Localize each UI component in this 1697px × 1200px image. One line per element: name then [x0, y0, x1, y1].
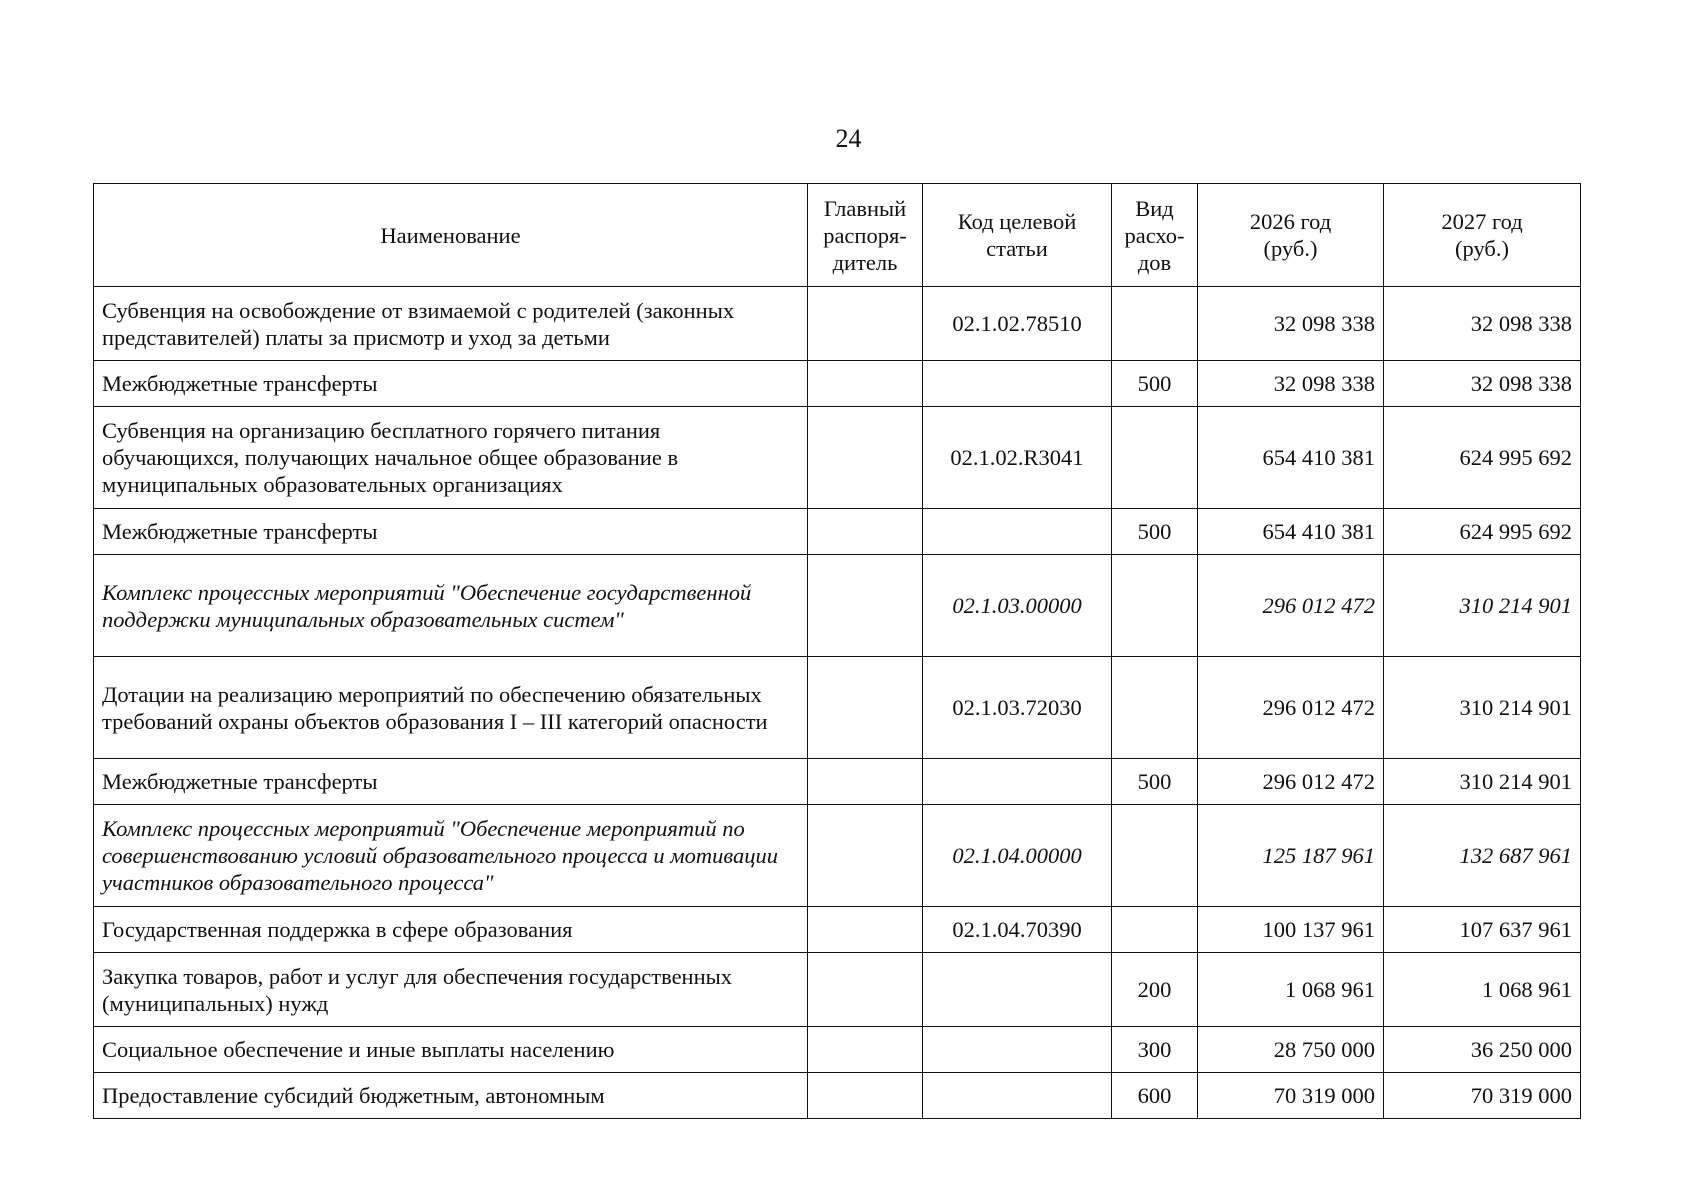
row-amount-2027: 132 687 961 [1384, 805, 1581, 907]
row-manager [808, 1073, 923, 1119]
row-amount-2026: 70 319 000 [1198, 1073, 1384, 1119]
header-year-2027-line-2: (руб.) [1455, 236, 1509, 261]
row-manager [808, 509, 923, 555]
row-amount-2026: 32 098 338 [1198, 287, 1384, 361]
row-name: Закупка товаров, работ и услуг для обеспечения государственных (муниципальных) нужд [94, 953, 808, 1027]
header-year-2027 [1384, 184, 1581, 287]
table-row [94, 509, 1581, 555]
row-code: 02.1.03.72030 [923, 657, 1112, 759]
header-manager-line-3: дитель [832, 249, 898, 275]
row-expense-type [1112, 657, 1198, 759]
row-amount-2026: 100 137 961 [1198, 907, 1384, 953]
row-expense-type [1112, 805, 1198, 907]
row-code [923, 361, 1112, 407]
table-row [94, 555, 1581, 657]
header-year-2026-line-2: (руб.) [1263, 236, 1318, 261]
row-manager [808, 407, 923, 509]
row-manager [808, 657, 923, 759]
row-expense-type: 600 [1112, 1073, 1198, 1119]
table-row [94, 361, 1581, 407]
row-name: Государственная поддержка в сфере образования [94, 907, 808, 953]
row-amount-2027: 32 098 338 [1384, 361, 1581, 407]
header-manager-line-1: Главный [823, 195, 907, 221]
row-code: 02.1.03.00000 [923, 555, 1112, 657]
row-code [923, 759, 1112, 805]
header-expense-type-line-1: Вид [1135, 195, 1174, 221]
row-expense-type: 500 [1112, 509, 1198, 555]
row-expense-type [1112, 407, 1198, 509]
row-amount-2026: 125 187 961 [1198, 805, 1384, 907]
row-amount-2027: 107 637 961 [1384, 907, 1581, 953]
row-name: Дотации на реализацию мероприятий по обеспечению обязательных требований охраны объектов образования I – III категорий опасности [94, 657, 808, 759]
row-code [923, 1073, 1112, 1119]
row-expense-type: 500 [1112, 759, 1198, 805]
table-header-row [94, 184, 1581, 287]
row-amount-2027: 624 995 692 [1384, 407, 1581, 509]
row-amount-2026: 32 098 338 [1198, 361, 1384, 407]
row-name: Комплекс процессных мероприятий "Обеспечение государственной поддержки муниципальных образовательных систем" [94, 555, 808, 657]
row-code: 02.1.04.00000 [923, 805, 1112, 907]
table-row [94, 1027, 1581, 1073]
row-manager [808, 555, 923, 657]
header-name [94, 184, 808, 287]
row-name: Социальное обеспечение и иные выплаты населению [94, 1027, 808, 1073]
table-row [94, 657, 1581, 759]
header-year-2026 [1198, 184, 1384, 287]
row-amount-2026: 28 750 000 [1198, 1027, 1384, 1073]
table-row [94, 907, 1581, 953]
row-name: Предоставление субсидий бюджетным, автономным [94, 1073, 808, 1119]
row-code [923, 953, 1112, 1027]
table-row [94, 759, 1581, 805]
row-manager [808, 907, 923, 953]
row-manager [808, 1027, 923, 1073]
row-name: Субвенция на организацию бесплатного горячего питания обучающихся, получающих начальное общее образование в муниципальных образовательных организациях [94, 407, 808, 509]
row-amount-2026: 654 410 381 [1198, 407, 1384, 509]
row-manager [808, 759, 923, 805]
table-row [94, 287, 1581, 361]
row-amount-2027: 310 214 901 [1384, 555, 1581, 657]
row-expense-type [1112, 907, 1198, 953]
row-amount-2027: 70 319 000 [1384, 1073, 1581, 1119]
row-amount-2026: 296 012 472 [1198, 759, 1384, 805]
header-name-text: Наименование [380, 222, 521, 248]
table-row [94, 1073, 1581, 1119]
row-code: 02.1.02.R3041 [923, 407, 1112, 509]
row-code [923, 1027, 1112, 1073]
row-code: 02.1.02.78510 [923, 287, 1112, 361]
header-code-line-1: Код целевой [957, 209, 1077, 234]
row-expense-type: 200 [1112, 953, 1198, 1027]
row-name: Комплекс процессных мероприятий "Обеспечение мероприятий по совершенствованию условий образовательного процесса и мотивации участников образовательного процесса" [94, 805, 808, 907]
row-expense-type: 300 [1112, 1027, 1198, 1073]
header-expense-type-line-2: расхо- [1124, 222, 1185, 248]
row-manager [808, 287, 923, 361]
page-number: 24 [835, 124, 862, 153]
row-amount-2027: 310 214 901 [1384, 657, 1581, 759]
header-expense-type-line-3: дов [1137, 249, 1172, 275]
row-amount-2027: 310 214 901 [1384, 759, 1581, 805]
row-code: 02.1.04.70390 [923, 907, 1112, 953]
row-amount-2027: 624 995 692 [1384, 509, 1581, 555]
row-name: Межбюджетные трансферты [94, 759, 808, 805]
row-amount-2026: 296 012 472 [1198, 555, 1384, 657]
row-amount-2027: 1 068 961 [1384, 953, 1581, 1027]
row-amount-2027: 32 098 338 [1384, 287, 1581, 361]
row-amount-2026: 654 410 381 [1198, 509, 1384, 555]
header-manager [808, 184, 923, 287]
row-name: Межбюджетные трансферты [94, 509, 808, 555]
row-expense-type: 500 [1112, 361, 1198, 407]
row-manager [808, 361, 923, 407]
table-row [94, 407, 1581, 509]
header-manager-line-2: распоря- [823, 222, 907, 248]
row-amount-2026: 296 012 472 [1198, 657, 1384, 759]
row-manager [808, 805, 923, 907]
row-amount-2026: 1 068 961 [1198, 953, 1384, 1027]
row-name: Субвенция на освобождение от взимаемой с родителей (законных представителей) платы за присмотр и уход за детьми [94, 287, 808, 361]
row-name: Межбюджетные трансферты [94, 361, 808, 407]
row-expense-type [1112, 287, 1198, 361]
budget-table [93, 183, 1581, 1119]
row-code [923, 509, 1112, 555]
row-manager [808, 953, 923, 1027]
header-code [923, 184, 1112, 287]
header-code-line-2: статьи [986, 236, 1048, 261]
header-year-2027-line-1: 2027 год [1441, 209, 1523, 234]
header-expense-type [1112, 184, 1198, 287]
table-row [94, 953, 1581, 1027]
table-row [94, 805, 1581, 907]
row-expense-type [1112, 555, 1198, 657]
header-year-2026-line-1: 2026 год [1249, 209, 1332, 234]
row-amount-2027: 36 250 000 [1384, 1027, 1581, 1073]
